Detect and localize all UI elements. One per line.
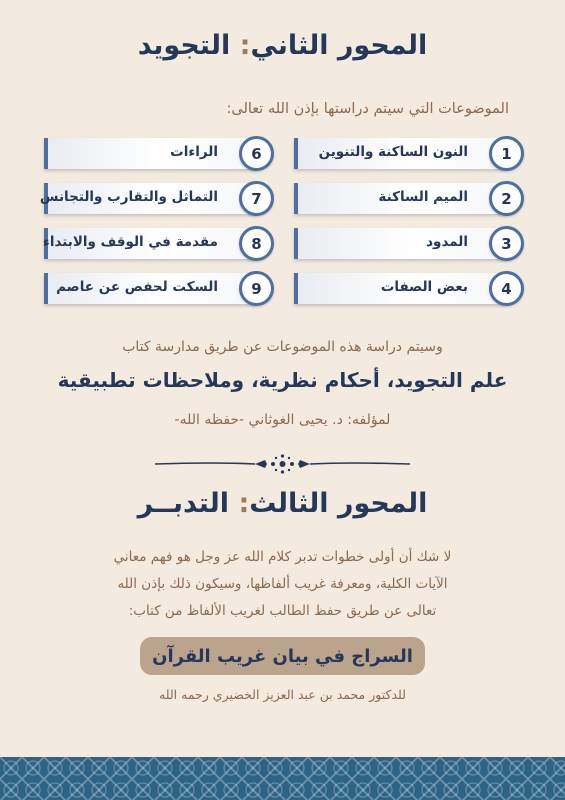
footer-pattern <box>0 757 565 800</box>
topic-bar <box>44 138 256 169</box>
topic-label: النون الساكنة والتنوين <box>318 144 468 160</box>
topic-number: 2 <box>489 181 524 216</box>
section2-title-topic: التجويد <box>137 30 231 61</box>
topic-item-1 <box>294 136 524 171</box>
topic-number: 3 <box>489 226 524 261</box>
description-line: لا شك أن أولى خطوات تدبر كلام الله عز وجل هو فهم معاني <box>113 549 452 565</box>
topic-item-6 <box>44 136 274 171</box>
tajweed-book-author: لمؤلفه: د. يحيى الغوثاني -حفظه الله- <box>174 412 391 428</box>
topic-item-9 <box>44 271 274 306</box>
topic-bar <box>294 228 506 259</box>
topic-number: 6 <box>239 136 274 171</box>
topic-label: الميم الساكنة <box>378 189 468 205</box>
section3-title-colon: : <box>238 488 250 519</box>
topic-number: 1 <box>489 136 524 171</box>
section3-title-main: المحور الثالث <box>249 488 428 519</box>
topic-item-7 <box>39 181 274 216</box>
description-line: تعالى عن طريق حفظ الطالب لغريب الألفاظ من كتاب: <box>128 603 437 619</box>
topic-label: بعض الصفات <box>380 279 468 295</box>
topic-item-3 <box>294 226 524 261</box>
section2-title-colon: : <box>239 30 251 61</box>
siraj-book-badge <box>140 637 425 675</box>
description-line: الآيات الكلية، ومعرفة غريب ألفاظها، وسيكون ذلك بإذن الله <box>117 576 448 592</box>
section2-title-main: المحور الثاني <box>250 30 428 61</box>
topics-intro: الموضوعات التي سيتم دراستها بإذن الله تعالى: <box>226 101 509 117</box>
topics-grid <box>39 136 524 306</box>
topic-item-8 <box>44 226 274 261</box>
topic-label: الراءات <box>170 144 218 160</box>
tajweed-book-title: علم التجويد، أحكام نظرية، وملاحظات تطبيقية <box>57 368 508 392</box>
topic-label: مقدمة في الوقف والابتداء <box>42 234 218 250</box>
study-method-line: وسيتم دراسة هذه الموضوعات عن طريق مدارسة كتاب <box>122 339 443 355</box>
section3-title <box>0 488 565 519</box>
topic-item-2 <box>294 181 524 216</box>
siraj-book-title: السراج في بيان غريب القرآن <box>152 645 413 667</box>
topic-item-4 <box>294 271 524 306</box>
siraj-book-author: للدكتور محمد بن عبد العزيز الخضيري رحمه الله <box>159 687 406 702</box>
tadabbur-description <box>40 544 525 625</box>
section3-title-topic: التدبــر <box>137 488 230 519</box>
topic-label: المدود <box>426 234 468 250</box>
topic-number: 8 <box>239 226 274 261</box>
topic-number: 7 <box>239 181 274 216</box>
topic-number: 9 <box>239 271 274 306</box>
topic-label: السكت لحفص عن عاصم <box>56 279 218 295</box>
ornament-divider-icon <box>155 452 410 476</box>
section2-title <box>0 30 565 61</box>
topic-label: التماثل والتقارب والتجانس <box>39 189 218 205</box>
topic-number: 4 <box>489 271 524 306</box>
